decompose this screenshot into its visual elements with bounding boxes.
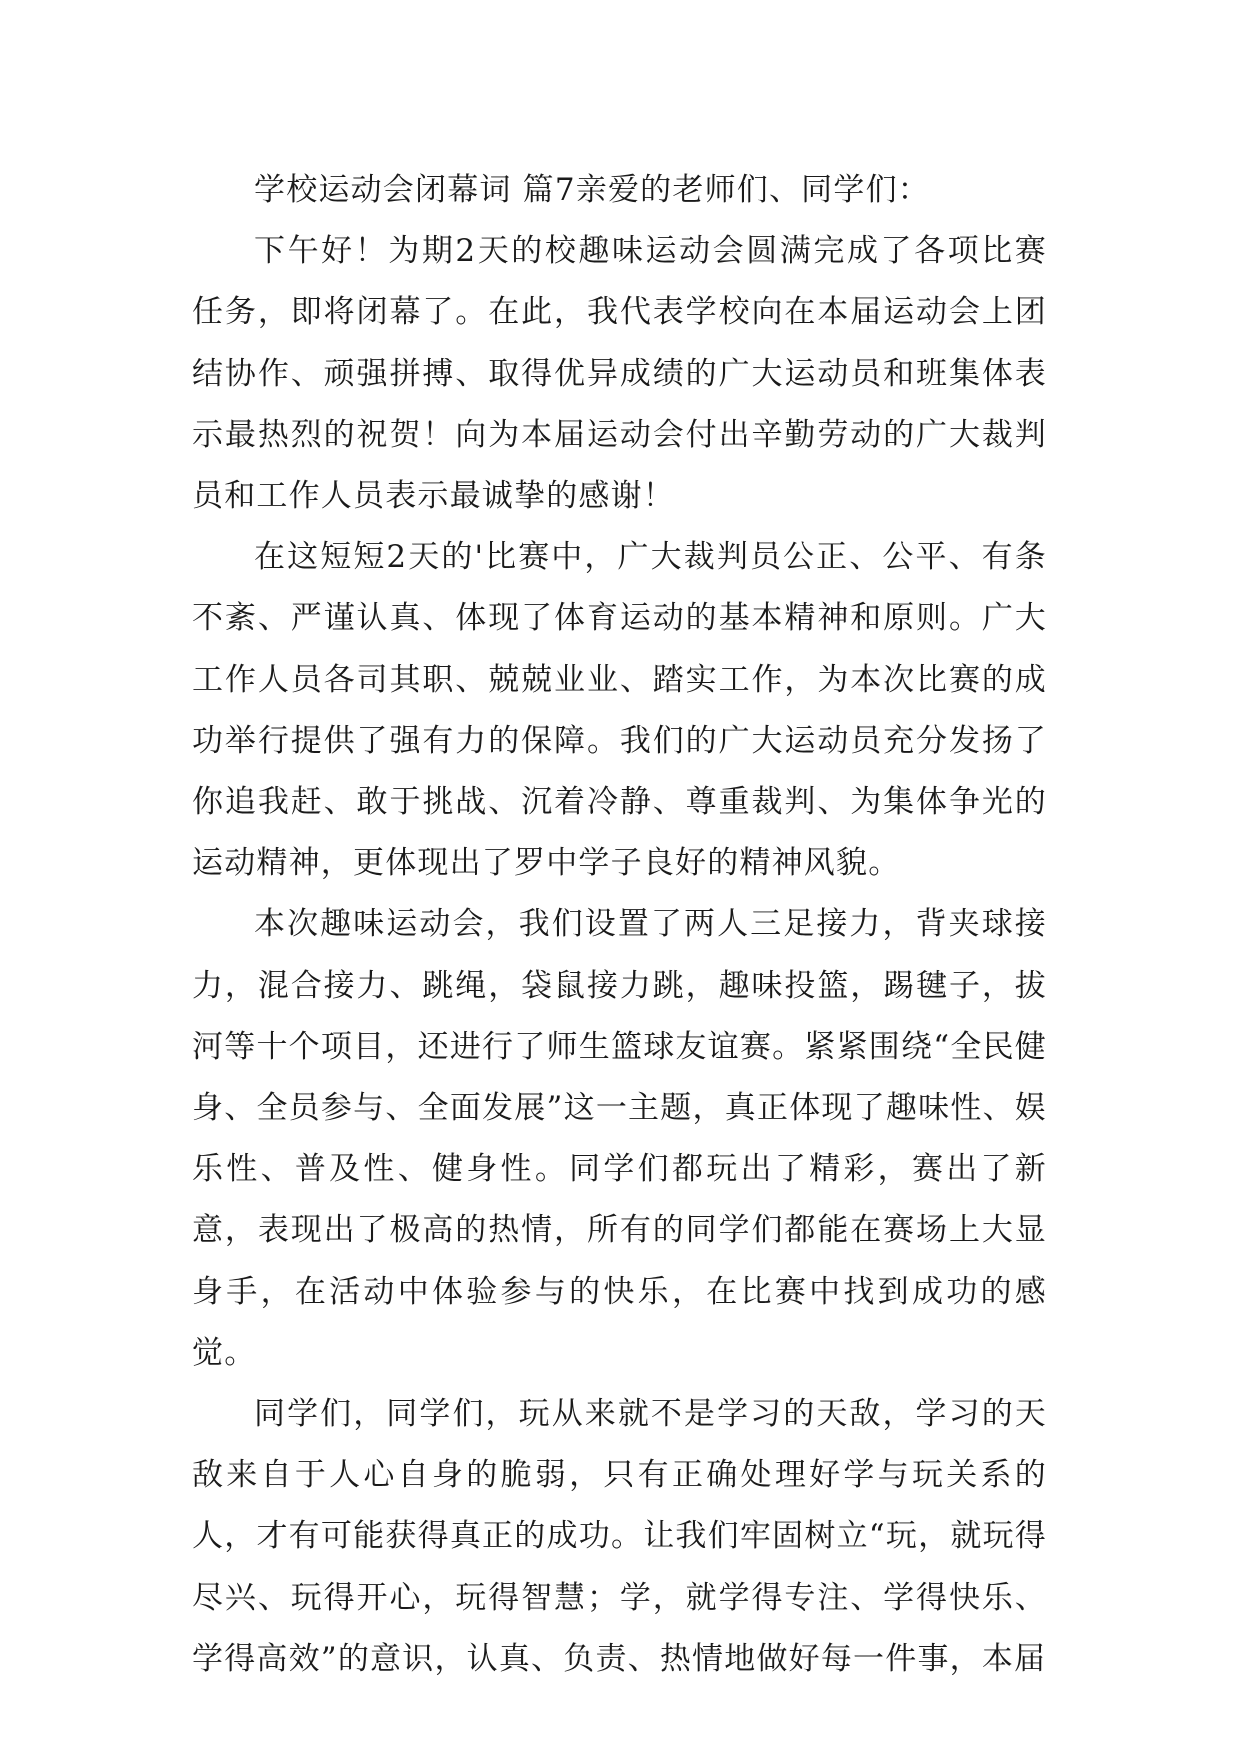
- paragraph-study: 同学们，同学们，玩从来就不是学习的天敌，学习的天敌来自于人心自身的脆弱，只有正确处理好学与玩关系的人，才有可能获得真正的成功。让我们牢固树立“玩，就玩得尽兴、玩得开心，玩得智慧；学，就学得专注、学得快乐、学得高效”的意识，认真、负责、热情地做好每一件事，本届: [192, 1396, 1047, 1677]
- paragraph-heading: 学校运动会闭幕词 篇7亲爱的老师们、同学们：: [254, 172, 930, 208]
- paragraph-greeting: 下午好！为期2天的校趣味运动会圆满完成了各项比赛任务，即将闭幕了。在此，我代表学校向在本届运动会上团结协作、顽强拼搏、取得优异成绩的广大运动员和班集体表示最热烈的祝贺！向为本届运动会付出辛勤劳动的广大裁判员和工作人员表示最诚挚的感谢！: [192, 233, 1047, 515]
- paragraph-events: 本次趣味运动会，我们设置了两人三足接力，背夹球接力，混合接力、跳绳，袋鼠接力跳，趣味投篮，踢毽子，拔河等十个项目，还进行了师生篮球友谊赛。紧紧围绕“全民健身、全员参与、全面发展”这一主题，真正体现了趣味性、娱乐性、普及性、健身性。同学们都玩出了精彩，赛出了新意，表现出了极高的热情，所有的同学们都能在赛场上大显身手，在活动中体验参与的快乐，在比赛中找到成功的感觉。: [192, 906, 1047, 1371]
- paragraph-referees: 在这短短2天的'比赛中，广大裁判员公正、公平、有条不紊、严谨认真、体现了体育运动的基本精神和原则。广大工作人员各司其职、兢兢业业、踏实工作，为本次比赛的成功举行提供了强有力的保障。我们的广大运动员充分发扬了你追我赶、敢于挑战、沉着冷静、尊重裁判、为集体争光的运动精神，更体现出了罗中学子良好的精神风貌。: [192, 539, 1047, 882]
- document-body: [192, 160, 1047, 1690]
